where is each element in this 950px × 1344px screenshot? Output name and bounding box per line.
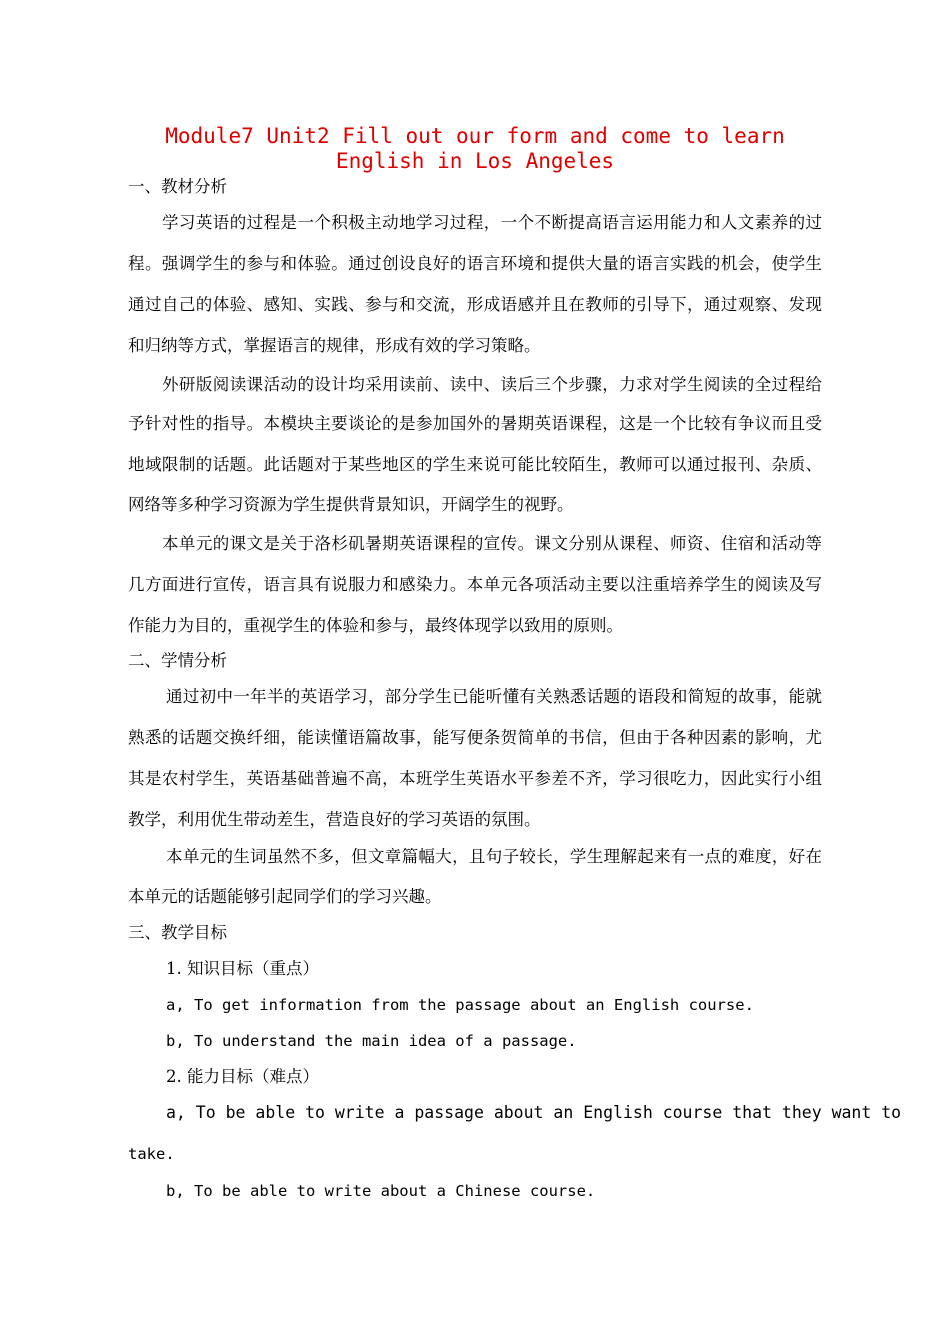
paragraph-line: 外研版阅读课活动的设计均采用读前、读中、读后三个步骤，力求对学生阅读的全过程给 [162, 375, 822, 394]
paragraph-line: 程。强调学生的参与和体验。通过创设良好的语言环境和提供大量的语言实践的机会，使学生 [128, 254, 822, 273]
paragraph-line: 网络等多种学习资源为学生提供背景知识，开阔学生的视野。 [128, 495, 574, 514]
objective-item: a, To get information from the passage about an English course. [166, 996, 754, 1014]
paragraph-line: 通过初中一年半的英语学习，部分学生已能听懂有关熟悉话题的语段和简短的故事，能就 [166, 687, 822, 706]
section-heading: 二、学情分析 [128, 651, 227, 670]
objective-item: take. [128, 1145, 175, 1163]
section-heading: 一、教材分析 [128, 177, 227, 196]
paragraph-line: 教学，利用优生带动差生，营造良好的学习英语的氛围。 [128, 810, 541, 829]
objective-item: 1. 知识目标（重点） [166, 959, 319, 978]
paragraph-line: 地域限制的话题。此话题对于某些地区的学生来说可能比较陌生，教师可以通过报刊、杂质、 [128, 455, 822, 474]
paragraph-line: 本单元的课文是关于洛杉矶暑期英语课程的宣传。课文分别从课程、师资、住宿和活动等 [162, 534, 822, 553]
objective-item: 2. 能力目标（难点） [166, 1067, 319, 1086]
paragraph-line: 学习英语的过程是一个积极主动地学习过程，一个不断提高语言运用能力和人文素养的过 [162, 213, 822, 232]
paragraph-line: 本单元的生词虽然不多，但文章篇幅大，且句子较长，学生理解起来有一点的难度，好在 [166, 847, 822, 866]
paragraph-line: 予针对性的指导。本模块主要谈论的是参加国外的暑期英语课程，这是一个比较有争议而且受 [128, 414, 822, 433]
objective-item: b, To be able to write about a Chinese course. [166, 1182, 596, 1200]
objective-item: b, To understand the main idea of a passage. [166, 1032, 577, 1050]
paragraph-line: 其是农村学生，英语基础普遍不高，本班学生英语水平参差不齐，学习很吃力，因此实行小组 [128, 769, 822, 788]
paragraph-line: 几方面进行宣传，语言具有说服力和感染力。本单元各项活动主要以注重培养学生的阅读及写 [128, 575, 822, 594]
paragraph-line: 作能力为目的，重视学生的体验和参与，最终体现学以致用的原则。 [128, 616, 623, 635]
paragraph-line: 通过自己的体验、感知、实践、参与和交流，形成语感并且在教师的引导下，通过观察、发现 [128, 295, 822, 314]
paragraph-line: 和归纳等方式，掌握语言的规律，形成有效的学习策略。 [128, 336, 541, 355]
paragraph-line: 熟悉的话题交换纤细，能读懂语篇故事，能写便条贺简单的书信，但由于各种因素的影响，尤 [128, 728, 822, 747]
objective-item: a, To be able to write a passage about an English course that they want to [166, 1103, 902, 1122]
document-title: Module7 Unit2 Fill out our form and come to learn English in Los Angeles [165, 124, 785, 173]
section-heading: 三、教学目标 [128, 923, 227, 942]
paragraph-line: 本单元的话题能够引起同学们的学习兴趣。 [128, 887, 442, 906]
